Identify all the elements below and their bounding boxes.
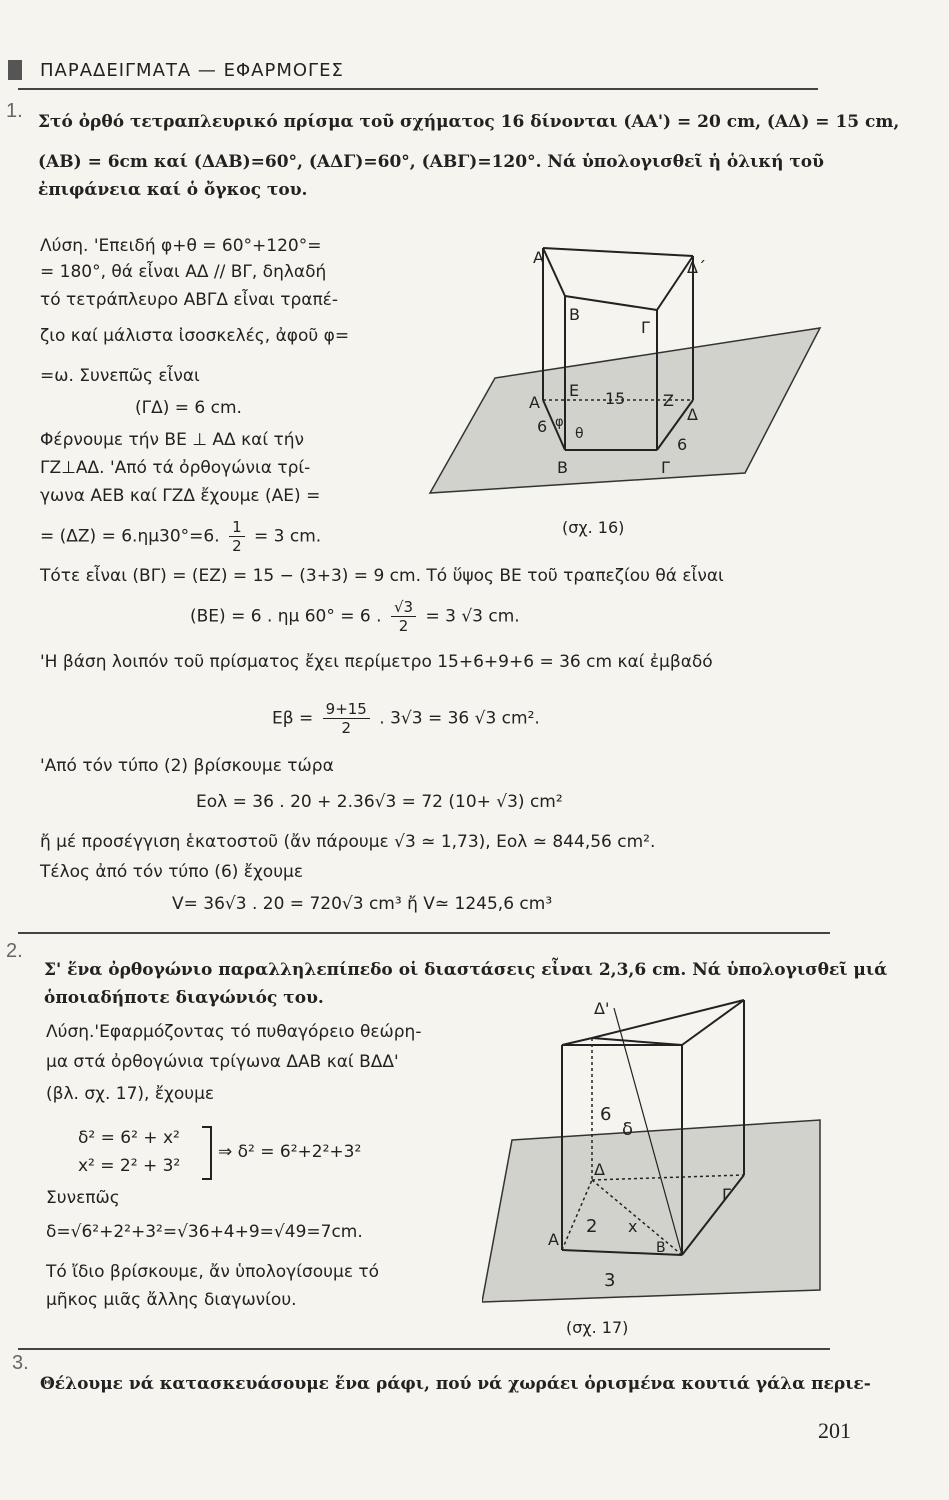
example-2-statement-line: ὁποιαδήποτε διαγώνιός του. <box>44 988 324 1008</box>
fig17-label: Α <box>548 1230 559 1249</box>
divider-2 <box>18 1348 830 1350</box>
base-line: 'Η βάση λοιπόν τοῦ πρίσματος ἔχει περίμετρο 15+6+9+6 = 36 cm καί ἐμβαδό <box>40 652 713 672</box>
finally-line: Τέλος ἀπό τόν τύπο (6) ἔχουμε <box>40 862 304 882</box>
area-numerator: 9+15 <box>323 700 370 719</box>
ex2-solution-line: μα στά ὀρθογώνια τρίγωνα ΔΑΒ καί ΒΔΔ' <box>46 1052 399 1072</box>
fig16-label: Α <box>529 393 540 412</box>
fig17-label: Γ <box>722 1185 731 1204</box>
be-denominator: 2 <box>398 617 409 635</box>
volume-equation: V= 36√3 . 20 = 720√3 cm³ ἤ V≃ 1245,6 cm³ <box>172 894 553 914</box>
area-fraction <box>323 700 370 737</box>
solution-line: ΓΖ⊥ΑΔ. 'Από τά ὀρθογώνια τρί- <box>40 458 311 478</box>
area-denominator: 2 <box>341 719 352 737</box>
system-eq-1: δ² = 6² + x² <box>78 1128 180 1148</box>
ex2-solution-line: (βλ. σχ. 17), ἔχουμε <box>46 1084 215 1104</box>
therefore-label: Συνεπῶς <box>46 1188 120 1208</box>
fig17-label: 2 <box>586 1216 598 1237</box>
be-fraction <box>391 598 416 635</box>
example-1-number: 1. <box>6 100 23 122</box>
fig16-label: θ <box>575 426 584 442</box>
fig17-label: Δ' <box>594 999 610 1018</box>
system-eq-2: x² = 2² + 3² <box>78 1156 181 1176</box>
approx-line: ἤ μέ προσέγγιση ἑκατοστοῦ (ἄν πάρουμε √3 ≃ 1,73), Εολ ≃ 844,56 cm². <box>40 832 656 852</box>
edge-top-left <box>543 248 565 296</box>
be-right: = 3 √3 cm. <box>425 606 520 627</box>
fig16-label: Β <box>557 458 568 477</box>
be-numerator: √3 <box>391 598 416 617</box>
total-area-equation: Εολ = 36 . 20 + 2.36√3 = 72 (10+ √3) cm² <box>196 792 563 812</box>
figure-17-caption: (σχ. 17) <box>566 1318 629 1337</box>
solution-line: Φέρνουμε τήν ΒΕ ⊥ ΑΔ καί τήν <box>40 430 304 450</box>
system-brace <box>202 1126 212 1180</box>
area-equation <box>272 700 540 737</box>
solution-line: γωνα ΑΕΒ καί ΓΖΔ ἔχουμε (ΑΕ) = <box>40 486 321 506</box>
solution-line: = 180°, θά εἶναι ΑΔ // ΒΓ, δηλαδή <box>40 262 327 282</box>
area-left: Εβ = <box>272 708 314 729</box>
fig16-label: 6 <box>677 435 688 454</box>
area-right: . 3√3 = 36 √3 cm². <box>379 708 540 729</box>
example-2-statement-line: Σ' ἕνα ὀρθογώνιο παραλληλεπίπεδο οἱ διαστάσεις εἶναι 2,3,6 cm. Νά ὑπολογισθεῖ μιά <box>44 960 888 980</box>
fig16-label: Ε <box>569 381 580 400</box>
fig16-label: Α <box>533 248 544 267</box>
fig16-label: Γ <box>641 318 650 337</box>
figure-17-box <box>482 990 842 1330</box>
example-3-statement: Θέλουμε νά κατασκευάσουμε ἕνα ράφι, πού νά χωράει ὁρισμένα κουτιά γάλα περιε- <box>40 1374 871 1394</box>
ae-right: = 3 cm. <box>254 526 322 547</box>
section-heading: ΠΑΡΑΔΕΙΓΜΑΤΑ — ΕΦΑΡΜΟΓΕΣ <box>40 60 344 81</box>
solution-line: (ΓΔ) = 6 cm. <box>135 398 242 418</box>
closing-line: μῆκος μιᾶς ἄλλης διαγωνίου. <box>46 1290 297 1310</box>
fig16-label: Β <box>569 305 580 324</box>
fig16-label: Δ΄ <box>687 258 706 277</box>
fig17-label: x <box>628 1217 638 1236</box>
fig16-label: Γ <box>661 458 670 477</box>
fig16-label: 15 <box>605 389 626 408</box>
ae-fraction <box>229 518 245 555</box>
system-result: ⇒ δ² = 6²+2²+3² <box>218 1142 362 1162</box>
page-number: 201 <box>818 1418 851 1443</box>
divider-1 <box>18 932 830 934</box>
box-edge-top-back <box>562 1038 592 1045</box>
edge-top <box>543 248 693 256</box>
example-3-number: 3. <box>12 1352 29 1374</box>
bg-line: Τότε εἶναι (ΒΓ) = (ΕΖ) = 15 − (3+3) = 9 cm. Τό ὕψος ΒΕ τοῦ τραπεζίου θά εἶναι <box>40 566 724 586</box>
solution-line: τό τετράπλευρο ΑΒΓΔ εἶναι τραπέ- <box>40 290 338 310</box>
fig16-label: Ζ <box>663 391 674 410</box>
fig17-label: Β <box>656 1240 666 1256</box>
solution-line: =ω. Συνεπῶς εἶναι <box>40 366 200 386</box>
fig16-label: Δ <box>687 405 698 424</box>
fig17-label: Δ <box>594 1160 605 1179</box>
solution-line: Λύση. 'Επειδή φ+θ = 60°+120°= <box>40 236 322 256</box>
example-1-statement-line: Στό ὀρθό τετραπλευρικό πρίσμα τοῦ σχήματος 16 δίνονται (ΑΑ') = 20 cm, (ΑΔ) = 15 cm, <box>38 112 900 132</box>
header-rule <box>18 88 818 90</box>
fig17-label: 3 <box>604 1270 616 1291</box>
closing-line: Τό ἴδιο βρίσκουμε, ἄν ὑπολογίσουμε τό <box>46 1262 380 1282</box>
section-marker <box>8 60 22 80</box>
fig17-label: δ <box>622 1119 634 1140</box>
box-edge-top-left <box>592 1038 682 1045</box>
ae-equation <box>40 518 321 555</box>
example-1-statement-line: ἐπιφάνεια καί ὁ ὄγκος του. <box>38 180 308 200</box>
figure-16-caption: (σχ. 16) <box>562 518 625 537</box>
fig16-label: 6 <box>537 417 548 436</box>
solution-line: ζιο καί μάλιστα ἰσοσκελές, ἀφοῦ φ= <box>40 326 350 346</box>
box-edge-back-top <box>592 1000 744 1038</box>
example-1-statement-line: (ΑΒ) = 6cm καί (ΔΑΒ)=60°, (ΑΔΓ)=60°, (ΑΒΓ)=120°. Νά ὑπολογισθεῖ ἡ ὁλική τοῦ <box>38 152 824 172</box>
ae-numerator: 1 <box>229 518 245 537</box>
be-equation <box>190 598 520 635</box>
figure-17-plane <box>482 1120 820 1302</box>
ae-left: = (ΔΖ) = 6.ημ30°=6. <box>40 526 220 547</box>
example-2-number: 2. <box>6 940 23 962</box>
delta-equation: δ=√6²+2²+3²=√36+4+9=√49=7cm. <box>46 1222 363 1242</box>
figure-16-plane <box>430 328 820 493</box>
fig17-label: 6 <box>600 1104 612 1125</box>
formula-intro: 'Από τόν τύπο (2) βρίσκουμε τώρα <box>40 756 334 776</box>
ae-denominator: 2 <box>232 537 242 555</box>
be-left: (ΒΕ) = 6 . ημ 60° = 6 . <box>190 606 382 627</box>
figure-16-prism <box>425 228 845 518</box>
ex2-solution-line: Λύση.'Εφαρμόζοντας τό πυθαγόρειο θεώρη- <box>46 1022 422 1042</box>
fig16-label: φ <box>555 415 564 430</box>
